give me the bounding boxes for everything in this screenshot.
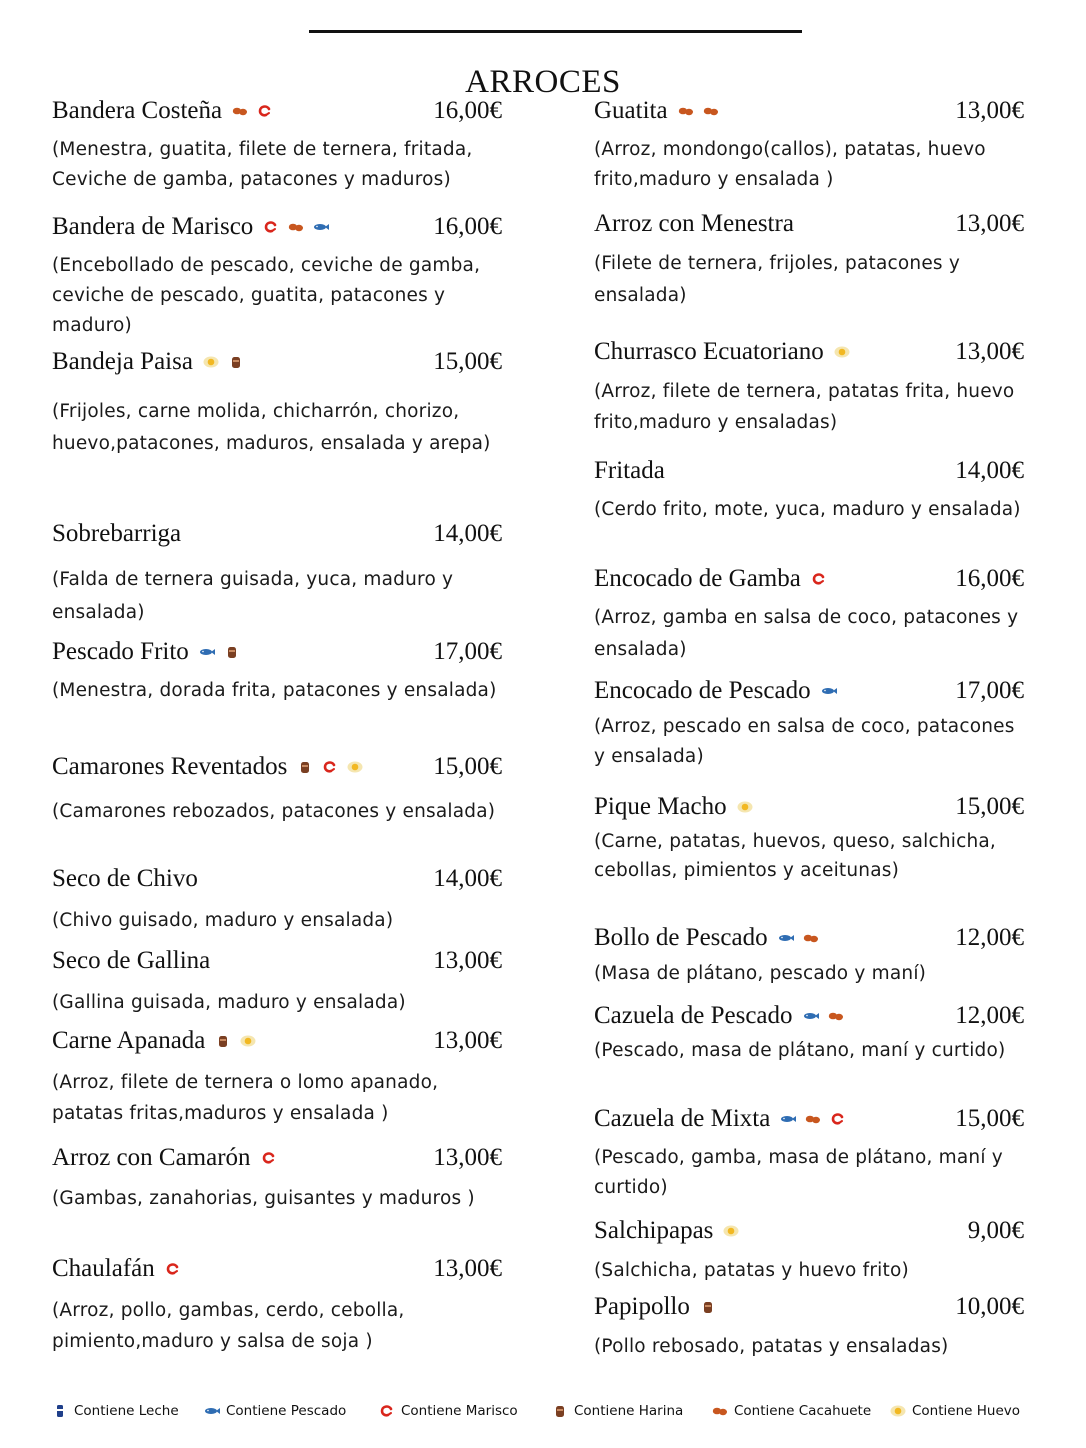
menu-item-bandera-de-marisco	[52, 213, 502, 336]
menu-item-price: 10,00€	[955, 1293, 1024, 1320]
menu-item-cazuela-de-pescado	[594, 1002, 1024, 1061]
peanut-icon	[678, 105, 694, 117]
menu-item-header	[52, 1255, 502, 1287]
menu-item-header	[594, 677, 1024, 709]
fish-icon	[821, 685, 837, 697]
menu-item-price: 15,00€	[955, 1105, 1024, 1132]
menu-item-description: (Masa de plátano, pescado y maní)	[594, 963, 927, 984]
menu-item-seco-de-chivo	[52, 865, 502, 931]
menu-item-header	[594, 924, 1024, 956]
peanut-icon	[703, 105, 719, 117]
menu-item-description: (Pollo rebosado, patatas y ensaladas)	[594, 1336, 949, 1357]
menu-item-churrasco-ecuatoriano	[594, 338, 1024, 433]
menu-item-name-text: Pescado Frito	[52, 638, 189, 665]
allergen-icons	[678, 105, 719, 117]
menu-item-name	[52, 348, 244, 376]
menu-item-name	[594, 457, 665, 485]
menu-item-price: 15,00€	[955, 793, 1024, 820]
menu-item-price: 15,00€	[433, 753, 502, 780]
allergen-icons	[297, 761, 363, 773]
fish-icon	[199, 646, 215, 658]
menu-item-price: 13,00€	[433, 1255, 502, 1282]
legend-item-fish	[204, 1403, 346, 1419]
menu-item-header	[594, 1217, 1024, 1249]
flour-icon	[228, 356, 244, 368]
menu-item-salchipapas	[594, 1217, 1024, 1281]
menu-item-chaulafan	[52, 1255, 502, 1352]
menu-item-price: 17,00€	[433, 638, 502, 665]
menu-item-name-text: Bandera Costeña	[52, 97, 223, 124]
flour-icon	[700, 1301, 716, 1313]
allergen-icons	[834, 346, 850, 358]
menu-item-header	[594, 457, 1024, 489]
menu-item-papipollo	[594, 1293, 1024, 1357]
legend-label: Contiene Cacahuete	[734, 1403, 872, 1419]
menu-item-name	[594, 1002, 844, 1030]
egg-icon	[737, 801, 753, 813]
menu-item-name	[594, 338, 850, 366]
menu-item-name	[594, 793, 753, 821]
menu-item-name	[594, 924, 819, 952]
menu-item-encocado-de-pescado	[594, 677, 1024, 767]
flour-icon	[297, 761, 313, 773]
allergen-icons	[165, 1263, 181, 1275]
fish-icon	[313, 221, 329, 233]
menu-item-header	[594, 1293, 1024, 1325]
menu-item-name	[52, 947, 210, 975]
menu-item-bandeja-paisa	[52, 348, 502, 454]
egg-icon	[723, 1225, 739, 1237]
menu-item-header	[52, 1144, 502, 1176]
allergen-icons	[803, 1010, 844, 1022]
legend-label: Contiene Harina	[574, 1403, 684, 1419]
menu-item-name-text: Salchipapas	[594, 1217, 714, 1244]
menu-item-description: (Chivo guisado, maduro y ensalada)	[52, 910, 394, 931]
menu-item-header	[52, 753, 502, 785]
legend-item-egg	[890, 1403, 1020, 1419]
menu-item-header	[52, 865, 502, 897]
menu-item-description: (Encebollado de pescado, ceviche de gamba, ceviche de pescado, guatita, patacones y maduro)	[52, 255, 481, 336]
peanut-icon	[803, 932, 819, 944]
menu-item-price: 13,00€	[955, 210, 1024, 237]
seafood-icon	[257, 105, 273, 117]
fish-icon	[204, 1405, 220, 1417]
menu-item-description: (Cerdo frito, mote, yuca, maduro y ensalada)	[594, 499, 1021, 520]
menu-item-header	[52, 1027, 502, 1059]
page-title: ARROCES	[465, 64, 621, 101]
menu-item-description: (Filete de ternera, frijoles, patacones y ensalada)	[594, 253, 960, 306]
menu-item-description: (Salchicha, patatas y huevo frito)	[594, 1260, 909, 1281]
menu-item-header	[594, 338, 1024, 370]
allergen-icons	[778, 932, 819, 944]
menu-item-header	[594, 1002, 1024, 1034]
egg-icon	[347, 761, 363, 773]
menu-item-name	[52, 213, 329, 241]
egg-icon	[240, 1035, 256, 1047]
seafood-icon	[263, 221, 279, 233]
legend-label: Contiene Pescado	[226, 1403, 347, 1419]
legend-label: Contiene Marisco	[401, 1403, 518, 1419]
menu-item-description: (Arroz, filete de ternera o lomo apanado, patatas fritas,maduros y ensalada )	[52, 1072, 439, 1124]
milk-icon	[52, 1405, 68, 1417]
menu-item-pique-macho	[594, 793, 1024, 881]
menu-item-name	[52, 753, 363, 781]
menu-item-header	[594, 565, 1024, 597]
menu-item-price: 13,00€	[433, 1027, 502, 1054]
top-rule	[309, 30, 802, 33]
menu-item-description: (Pescado, gamba, masa de plátano, maní y curtido)	[594, 1147, 1003, 1198]
menu-item-header	[52, 97, 502, 129]
menu-item-cazuela-de-mixta	[594, 1105, 1024, 1198]
flour-icon	[224, 646, 240, 658]
menu-item-price: 13,00€	[433, 1144, 502, 1171]
menu-item-name	[594, 677, 837, 705]
menu-item-name-text: Fritada	[594, 457, 665, 484]
fish-icon	[803, 1010, 819, 1022]
menu-item-price: 13,00€	[955, 97, 1024, 124]
menu-item-name-text: Bollo de Pescado	[594, 924, 768, 951]
legend-item-peanut	[712, 1403, 871, 1419]
menu-item-name	[52, 1255, 181, 1283]
allergen-icons	[780, 1113, 846, 1125]
menu-item-name-text: Camarones Reventados	[52, 753, 288, 780]
fish-icon	[778, 932, 794, 944]
menu-item-description: (Carne, patatas, huevos, queso, salchicha, cebollas, pimientos y aceitunas)	[594, 831, 997, 881]
menu-item-description: (Arroz, gamba en salsa de coco, patacones y ensalada)	[594, 607, 1019, 660]
menu-item-name	[594, 210, 794, 238]
egg-icon	[203, 356, 219, 368]
allergen-icons	[215, 1035, 256, 1047]
menu-item-name	[52, 1144, 277, 1172]
menu-item-description: (Gambas, zanahorias, guisantes y maduros )	[52, 1188, 475, 1209]
allergen-icons	[737, 801, 753, 813]
menu-item-arroz-con-camaron	[52, 1144, 502, 1209]
allergen-icons	[199, 646, 240, 658]
legend-item-milk	[52, 1403, 179, 1419]
flour-icon	[215, 1035, 231, 1047]
legend-item-seafood	[379, 1403, 518, 1419]
allergen-icons	[700, 1301, 716, 1313]
fish-icon	[780, 1113, 796, 1125]
menu-item-description: (Arroz, pollo, gambas, cerdo, cebolla, pimiento,maduro y salsa de soja )	[52, 1300, 405, 1352]
egg-icon	[834, 346, 850, 358]
egg-icon	[890, 1405, 906, 1417]
menu-item-name-text: Pique Macho	[594, 793, 727, 820]
menu-item-name	[594, 1217, 739, 1245]
menu-item-fritada	[594, 457, 1024, 520]
allergen-icons	[261, 1152, 277, 1164]
menu-item-description: (Falda de ternera guisada, yuca, maduro y ensalada)	[52, 569, 454, 623]
menu-item-price: 13,00€	[955, 338, 1024, 365]
menu-item-description: (Camarones rebozados, patacones y ensalada)	[52, 801, 496, 822]
menu-item-header	[594, 793, 1024, 825]
allergen-icons	[821, 685, 837, 697]
allergen-legend	[52, 1403, 1032, 1425]
menu-item-name	[594, 1105, 846, 1133]
menu-item-description: (Pescado, masa de plátano, maní y curtido)	[594, 1040, 1006, 1061]
seafood-icon	[322, 761, 338, 773]
menu-item-name-text: Sobrebarriga	[52, 520, 182, 547]
peanut-icon	[828, 1010, 844, 1022]
menu-item-description: (Arroz, filete de ternera, patatas frita, huevo frito,maduro y ensaladas)	[594, 381, 1015, 433]
menu-item-encocado-de-gamba	[594, 565, 1024, 660]
menu-item-name-text: Seco de Chivo	[52, 865, 198, 892]
seafood-icon	[379, 1405, 395, 1417]
menu-item-name	[52, 865, 198, 893]
allergen-icons	[811, 573, 827, 585]
menu-item-price: 16,00€	[955, 565, 1024, 592]
menu-item-camarones-reventados	[52, 753, 502, 822]
menu-item-name	[52, 1027, 256, 1055]
menu-item-header	[52, 638, 502, 670]
menu-item-description: (Menestra, guatita, filete de ternera, fritada, Ceviche de gamba, patacones y maduros)	[52, 139, 473, 190]
menu-item-name-text: Papipollo	[594, 1293, 690, 1320]
menu-item-name-text: Churrasco Ecuatoriano	[594, 338, 824, 365]
menu-item-description: (Menestra, dorada frita, patacones y ensalada)	[52, 680, 497, 701]
peanut-icon	[288, 221, 304, 233]
menu-item-name	[52, 638, 240, 666]
menu-item-seco-de-gallina	[52, 947, 502, 1013]
seafood-icon	[261, 1152, 277, 1164]
menu-item-description: (Arroz, mondongo(callos), patatas, huevo frito,maduro y ensalada )	[594, 139, 986, 190]
menu-item-pescado-frito	[52, 638, 502, 701]
menu-item-name-text: Chaulafán	[52, 1255, 155, 1282]
menu-item-header	[52, 213, 502, 245]
menu-item-name-text: Encocado de Gamba	[594, 565, 801, 592]
menu-item-description: (Gallina guisada, maduro y ensalada)	[52, 992, 406, 1013]
menu-item-header	[52, 520, 502, 552]
menu-item-header	[52, 348, 502, 380]
menu-item-name-text: Seco de Gallina	[52, 947, 211, 974]
menu-item-price: 15,00€	[433, 348, 502, 375]
menu-item-carne-apanada	[52, 1027, 502, 1124]
menu-item-description: (Frijoles, carne molida, chicharrón, chorizo, huevo,patacones, maduros, ensalada y arepa)	[52, 401, 491, 454]
menu-item-name-text: Bandera de Marisco	[52, 213, 254, 240]
menu-item-name	[52, 97, 273, 125]
menu-item-price: 16,00€	[433, 97, 502, 124]
menu-item-name	[594, 97, 719, 125]
menu-item-name-text: Guatita	[594, 97, 668, 124]
menu-item-name	[594, 1293, 716, 1321]
menu-item-price: 14,00€	[433, 865, 502, 892]
menu-item-price: 17,00€	[955, 677, 1024, 704]
menu-item-price: 12,00€	[955, 1002, 1024, 1029]
menu-item-name-text: Bandeja Paisa	[52, 348, 193, 375]
seafood-icon	[165, 1263, 181, 1275]
menu-item-bandera-costena	[52, 97, 502, 190]
menu-item-name	[52, 520, 181, 548]
legend-label: Contiene Leche	[74, 1403, 179, 1419]
menu-item-guatita	[594, 97, 1024, 190]
peanut-icon	[805, 1113, 821, 1125]
legend-item-flour	[552, 1403, 683, 1419]
menu-item-price: 14,00€	[955, 457, 1024, 484]
menu-item-name	[594, 565, 827, 593]
menu-item-name-text: Cazuela de Pescado	[594, 1002, 793, 1029]
menu-item-name-text: Carne Apanada	[52, 1027, 206, 1054]
allergen-icons	[203, 356, 244, 368]
menu-item-price: 14,00€	[433, 520, 502, 547]
menu-item-header	[52, 947, 502, 979]
seafood-icon	[830, 1113, 846, 1125]
menu-item-description: (Arroz, pescado en salsa de coco, patacones y ensalada)	[594, 716, 1015, 767]
menu-item-header	[594, 97, 1024, 129]
allergen-icons	[263, 221, 329, 233]
legend-label: Contiene Huevo	[912, 1403, 1021, 1419]
menu-item-price: 12,00€	[955, 924, 1024, 951]
menu-item-price: 9,00€	[967, 1217, 1024, 1244]
flour-icon	[552, 1405, 568, 1417]
peanut-icon	[232, 105, 248, 117]
peanut-icon	[712, 1405, 728, 1417]
allergen-icons	[723, 1225, 739, 1237]
seafood-icon	[811, 573, 827, 585]
menu-item-sobrebarriga	[52, 520, 502, 623]
menu-item-arroz-con-menestra	[594, 210, 1024, 306]
menu-item-price: 13,00€	[433, 947, 502, 974]
menu-item-name-text: Arroz con Menestra	[594, 210, 794, 237]
menu-item-name-text: Cazuela de Mixta	[594, 1105, 771, 1132]
menu-item-name-text: Arroz con Camarón	[52, 1144, 251, 1171]
menu-item-header	[594, 1105, 1024, 1137]
menu-item-header	[594, 210, 1024, 242]
menu-item-name-text: Encocado de Pescado	[594, 677, 811, 704]
allergen-icons	[232, 105, 273, 117]
menu-item-price: 16,00€	[433, 213, 502, 240]
menu-item-bollo-de-pescado	[594, 924, 1024, 984]
